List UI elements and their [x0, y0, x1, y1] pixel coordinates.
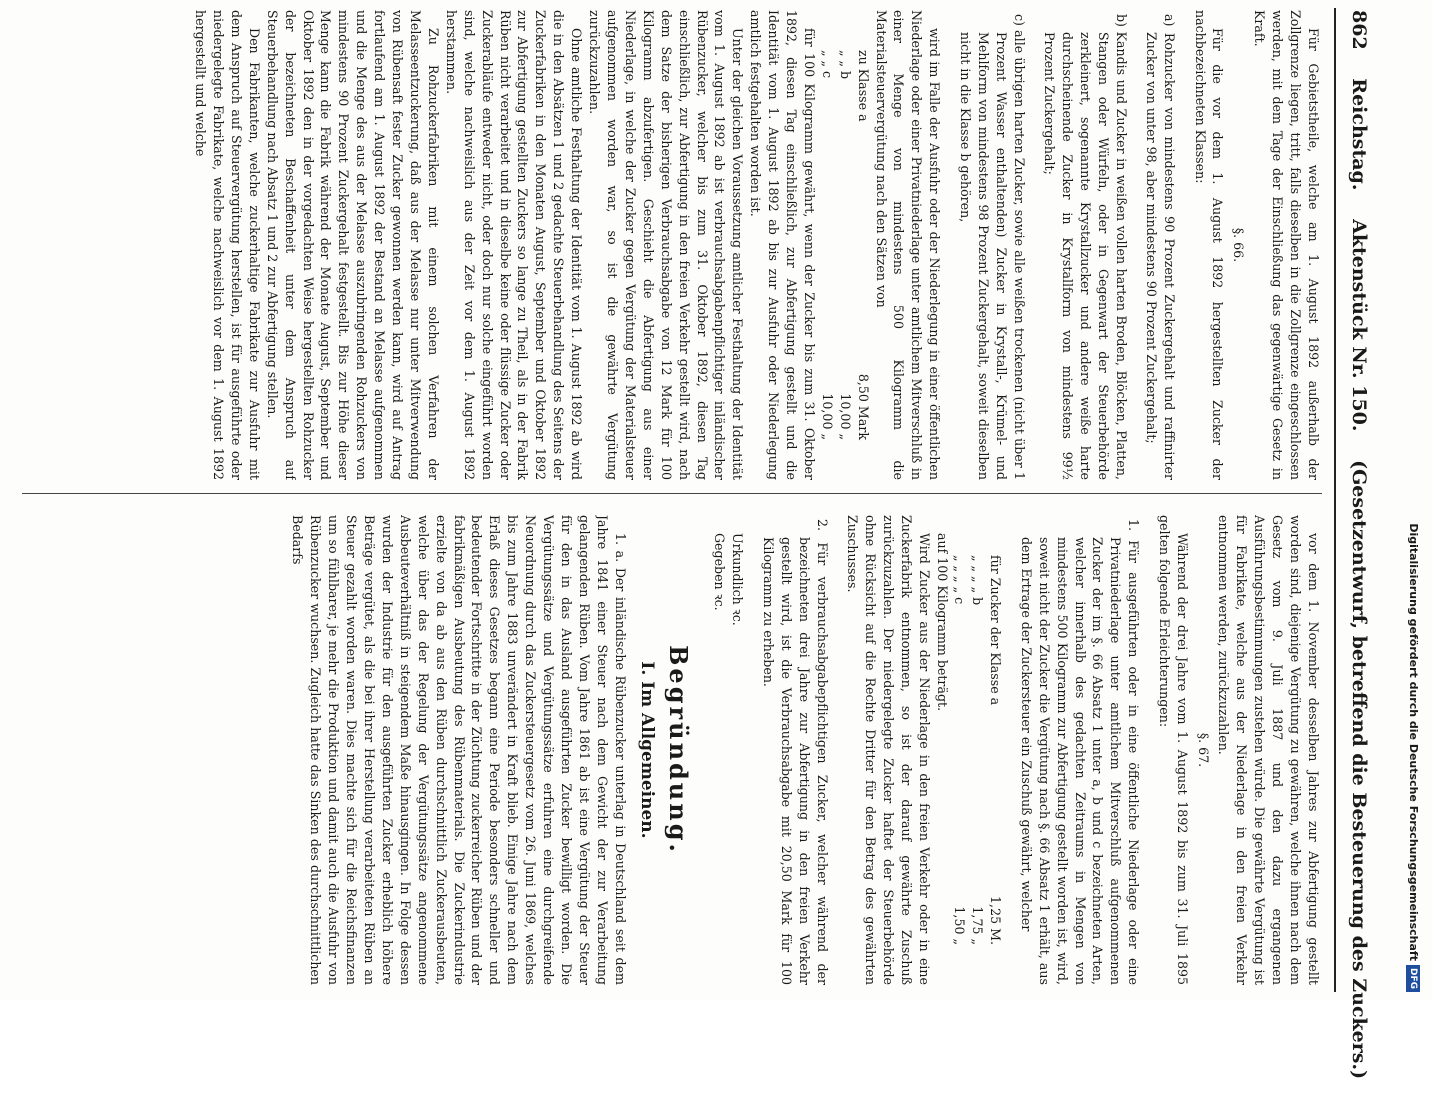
list-item: 1. Für ausgeführten oder in eine öffentliche Niederlage oder eine Privatniederlage unter amtlichem Mitverschluß aufgenommenen Zucker der im §. 66 Absatz 1 unter a, b und c bezeichneten Arten, welcher innerhalb des gedachten Zeitraums in Mengen von mindestens 500 Kilogramm zur Abfertigung gestellt worden ist, wird, soweit nicht der Zucker die Vergütung nach §. 66 Absatz 1 erhält, aus dem Ertrage der Zuckersteuer ein Zuschuß gewährt, welcher: [1018, 519, 1142, 985]
paragraph: für 100 Kilogramm gewährt, wenn der Zucker bis zum 31. Oktober 1892, diesen Tag einschließlich, zur Abfertigung gestellt und die Identität vom 1. August 1892 ab bis zur Ausfuhr oder Niederlegung amtlich festgehalten worden ist.: [748, 10, 817, 480]
digitization-credit: [1398, 0, 1428, 1000]
rate-row: [854, 10, 872, 480]
credit-line: [1398, 0, 1428, 1000]
paragraph: auf 100 Kilogramm beträgt.: [934, 533, 950, 712]
header-source: Reichstag.: [1348, 78, 1370, 191]
left-column: [12, 10, 1322, 480]
rate-label: „ „ c: [819, 50, 835, 79]
rate-row: [836, 10, 854, 480]
rate-row: [951, 515, 969, 985]
rate-label: „ „ b: [837, 50, 853, 80]
paragraph: Während der drei Jahre vom 1. August 1892 bis zum 31. Juli 1895 gelten folgende Erleichterungen:: [1156, 515, 1190, 985]
rate-value: 1,25 M.: [988, 896, 1004, 945]
main-heading: Begründung.: [663, 645, 693, 855]
section-heading: §. 66.: [1231, 227, 1247, 263]
rate-value: 8,50 Mark: [855, 373, 871, 440]
rate-row: [986, 515, 1004, 985]
rate-label: „ „ „ „ c: [952, 555, 968, 605]
header-document: Aktenstück Nr. 150.: [1348, 219, 1370, 432]
paragraph: wird im Falle der Ausfuhr oder der Niederlegung in einer öffentlichen Niederlage oder einer Privatniederlage unter amtlichem Mitverschluß in einer Menge von mindestens 500 Kilogramm die Materialsteuervergütung nach den Sätzen von: [873, 10, 943, 480]
paragraph: Zu Rohzuckerfabriken mit einem solchen Verfahren der Melasseentzuckerung, daß aus der Melasse nur unter Mitverwendung von Rübensaft fester Zucker gewonnen werden kann, wird auf Antrag fortlaufend am 1. August 1892 der Bestand an Melasse aufgenommen und die Menge des aus der Melasse auszubringenden Rohzuckers von mindestens 90 Prozent Zuckergehalt festgestellt. Bis zur Höhe dieser Menge kann die Fabrik während der Monate August, September und Oktober 1892 den in der vorgedachten Weise hergestellten Rohzucker der bezeichneten Beschaffenheit unter dem Anspruch auf Steuerbehandlung nach Absatz 1 und 2 zur Abfertigung stellen.: [264, 10, 441, 480]
paragraph: 1. a. Der inländische Rübenzucker unterlag in Deutschland seit dem Jahre 1841 einer Steuer nach dem Gewicht der zur Verarbeitung gelangenden Rüben. Vom Jahre 1861 ab ist eine Vergütung der Steuer für den in das Ausland ausgeführten Zucker bewilligt worden. Die Vergütungssätze und Vergütungssätze erfuhren eine durchgreifende Neuordnung durch das Zuckersteuergesetz vom 26. Juni 1869, welches bis zum Jahre 1883 unverändert in Kraft blieb. Einige Jahre nach dem Erlaß dieses Gesetzes begann eine Periode besonders schneller und bedeutender Fortschritte in der Züchtung zuckerreicher Rüben und der fabrikmäßigen Ausbeutung des Rübenmaterials. Die Zuckerindustrie erzielte von da ab aus den Rüben durchschnittlich Zuckerausbeuten, welche über das der Regelung der Vergütungssätze angenommene Ausbeuteverhältniß in steigendem Maße hinausgingen. In Folge dessen wurden der Industrie für den ausgeführten Zucker erheblich höhere Beträge vergütet, als die bei ihrer Herstellung verarbeiteten Rüben an Steuer gezahlt worden waren. Dies machte sich für die Reichsfinanzen um so fühlbarer, je mehr die Produktion und damit auch die Ausfuhr von Rübenzucker wuchsen. Zugleich hatte das Sinken des durchschnittlichen Bedarfs: [290, 515, 628, 985]
paragraph: Für die vor dem 1. August 1892 hergestellten Zucker der nachbezeichneten Klassen:: [1192, 10, 1226, 480]
section-heading: §. 67.: [1195, 732, 1211, 768]
credit-text: Digitalisierung gefördert durch die Deutsche Forschungsgemeinschaft: [1407, 523, 1420, 961]
paragraph: Urkundlich ꝛc.: [730, 533, 746, 626]
list-item: 2. Für verbrauchsabgabepflichtigen Zucker, welcher während der bezeichneten drei Jahre zur Abfertigung in den freien Verkehr gestellt wird, ist die Verbrauchsabgabe mit 20,50 Mark für 100 Kilogramm zu erheben.: [760, 519, 830, 985]
page-number: 862: [1348, 10, 1370, 50]
paragraph: Gegeben ꝛc.: [712, 533, 728, 611]
rate-label: für Zucker der Klasse a: [988, 555, 1004, 706]
column-divider: [22, 493, 1322, 494]
list-item: c) alle übrigen harten Zucker, sowie alle weißen trockenen (nicht über 1 Prozent Wasser enthaltenden) Zucker in Krystall-, Krümel- und Mehlform von mindestens 98 Prozent Zuckergehalt, soweit dieselben nicht in die Klasse b gehören,: [957, 14, 1027, 480]
paragraph: Den Fabrikanten, welche zuckerhaltige Fabrikate zur Ausfuhr mit dem Anspruch auf Steuervergütung herstellen, ist für ausgeführte oder niedergelegte Fabrikate, welche nachweislich vor dem 1. August 1892 hergestellt und welche: [193, 10, 262, 480]
dfg-logo: DFG: [1406, 965, 1420, 992]
rate-value: 1,50 „: [952, 906, 968, 945]
rate-row: [818, 10, 836, 480]
sub-heading: I. Im Allgemeinen.: [636, 661, 657, 839]
rate-value: 10,00 „: [837, 393, 853, 440]
rate-row: [969, 515, 987, 985]
list-item: b) Kandis und Zucker in weißen vollen harten Broden, Blöcken, Platten, Stangen oder Würfeln, oder in Gegenwart der Steuerbehörde zerkleinert, sogenannte Krystallzucker und andere weiße harte durchscheinende Zucker in Krystallform von mindestens 99½ Prozent Zuckergehalt;: [1042, 14, 1129, 480]
paragraph: Wird Zucker aus der Niederlage in den freien Verkehr oder in eine Zuckerfabrik entnommen, so ist der darauf gewährte Zuschuß zurückzuzahlen. Der niedergelegte Zucker haftet der Steuerbehörde ohne Rücksicht auf die Rechte Dritter für den Betrag des gewährten Zuschusses.: [845, 515, 932, 985]
page-header: [1340, 10, 1370, 1080]
paragraph: Unter der gleichen Voraussetzung amtlicher Festhaltung der Identität vom 1. August 1892 ab ist verbrauchsabgabenpflichtiger inländischer Rübenzucker, welcher bis zum 31. Oktober 1892, diesen Tag einschließlich, zur Abfertigung in den freien Verkehr gestellt wird, nach dem Satze der bisherigen Verbrauchsabgabe von 12 Mark für 100 Kilogramm abzufertigen. Geschieht die Abfertigung aus einer Niederlage, in welche der Zucker gegen Vergütung der Materialsteuer aufgenommen worden war, so ist die gewährte Vergütung zurückzuzahlen.: [587, 10, 746, 480]
rate-value: 1,75 „: [970, 906, 986, 945]
paragraph: Für Gebietstheile, welche am 1. August 1892 außerhalb der Zollgrenze liegen, tritt, falls dieselben in die Zollgrenze eingeschlossen werden, mit dem Tage der Einschließung das gegenwärtige Gesetz in Kraft.: [1252, 10, 1321, 480]
rate-label: „ „ „ „ b: [970, 555, 986, 606]
list-item: a) Rohzucker von mindestens 90 Prozent Zuckergehalt und raffinirter Zucker von unter 98, aber mindestens 90 Prozent Zuckergehalt;: [1144, 14, 1178, 480]
paragraph: vor dem 1. November desselben Jahres zur Abfertigung gestellt worden sind, diejenige Vergütung zu gewähren, welche ihnen nach dem Gesetz vom 9. Juli 1887 und den dazu ergangenen Ausführungsbestimmungen zustehen würde. Die gewährte Vergütung ist für Fabrikate, welche aus der Niederlage in den freien Verkehr entnommen werden, zurückzuzahlen.: [1216, 515, 1321, 985]
header-subject: (Gesetzentwurf, betreffend die Besteuerung des Zuckers.): [1348, 460, 1370, 1080]
paragraph: Ohne amtliche Festhaltung der Identität vom 1. August 1892 ab wird die in den Absätzen 1 und 2 gedachte Steuerbehandlung des Seitens der Zuckerfabriken in den Monaten August, September und Oktober 1892 zur Abfertigung gestellten Zuckers so lange zu Theil, als in der Fabrik Rüben nicht verarbeitet und in dieselbe keine oder flüssige Zucker oder Zuckerabläufe entweder nicht, oder doch nur solche eingeführt worden sind, welche nachweislich aus der Zeit vor dem 1. August 1892 herstammen.: [443, 10, 585, 480]
header-rule: [1334, 8, 1336, 992]
rate-value: 10,00 „: [819, 393, 835, 440]
rate-label: zu Klasse a: [855, 50, 871, 122]
right-column: [12, 515, 1322, 985]
